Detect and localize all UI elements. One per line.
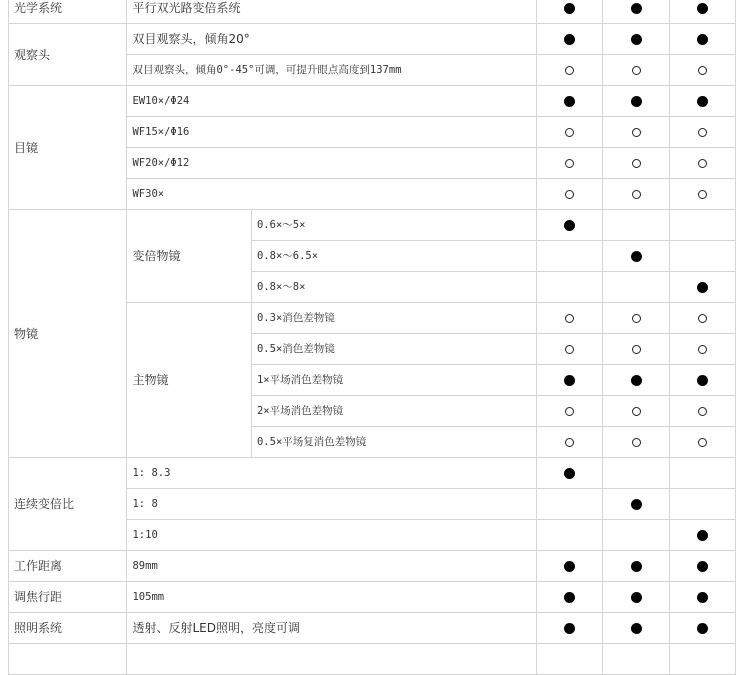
model-1-mark-cell [537,551,603,582]
spec-cell: 0.5×平场复消色差物镜 [251,427,536,458]
standard-mark-icon [631,3,642,14]
standard-mark-icon [631,623,642,634]
model-2-mark-cell [603,86,669,117]
spec-cell: 双目观察头，倾角0°-45°可调，可提升眼点高度到137mm [127,55,537,86]
model-3-mark-cell [669,86,735,117]
model-1-mark-cell [537,334,603,365]
optional-mark-icon [565,159,574,168]
spec-cell: 89mm [127,551,537,582]
spec-cell: 0.8×～8× [251,272,536,303]
standard-mark-icon [697,561,708,572]
model-2-mark-cell [603,179,669,210]
spec-cell [127,644,537,675]
optional-mark-icon [632,128,641,137]
model-2-mark-cell [603,365,669,396]
optional-mark-icon [632,438,641,447]
standard-mark-icon [564,561,575,572]
model-1-mark-cell [537,210,603,241]
model-1-mark-cell [537,179,603,210]
model-1-mark-cell [537,55,603,86]
model-1-mark-cell [537,613,603,644]
model-3-mark-cell [669,396,735,427]
spec-cell: 105mm [127,582,537,613]
spec-cell: 平行双光路变倍系统 [127,0,537,24]
spec-table [8,0,736,675]
spec-cell: 变倍物镜 [127,210,252,303]
standard-mark-icon [564,3,575,14]
standard-mark-icon [697,3,708,14]
optional-mark-icon [632,345,641,354]
model-1-mark-cell [537,0,603,24]
standard-mark-icon [697,623,708,634]
model-2-mark-cell [603,303,669,334]
model-2-mark-cell [603,24,669,55]
model-2-mark-cell [603,334,669,365]
model-1-mark-cell [537,86,603,117]
model-3-mark-cell [669,334,735,365]
optional-mark-icon [698,190,707,199]
standard-mark-icon [564,34,575,45]
spec-cell: 物镜 [9,210,127,458]
standard-mark-icon [697,34,708,45]
model-3-mark-cell [669,148,735,179]
standard-mark-icon [697,530,708,541]
standard-mark-icon [631,34,642,45]
table-row [9,458,736,489]
model-3-mark-cell [669,520,735,551]
optional-mark-icon [632,314,641,323]
model-3-mark-cell [669,489,735,520]
spec-cell: 1: 8.3 [127,458,537,489]
standard-mark-icon [564,220,575,231]
model-2-mark-cell [603,148,669,179]
model-3-mark-cell [669,55,735,86]
model-2-mark-cell [603,489,669,520]
model-2-mark-cell [603,582,669,613]
spec-cell: WF30× [127,179,537,210]
model-2-mark-cell [603,520,669,551]
spec-cell: 观察头 [9,24,127,86]
spec-cell: 1:10 [127,520,537,551]
standard-mark-icon [631,499,642,510]
table-row [9,86,736,117]
model-2-mark-cell [603,551,669,582]
spec-cell: 1: 8 [127,489,537,520]
model-1-mark-cell [537,365,603,396]
standard-mark-icon [564,623,575,634]
model-3-mark-cell [669,0,735,24]
optional-mark-icon [698,438,707,447]
table-row [9,0,736,24]
model-2-mark-cell [603,272,669,303]
table-row [9,24,736,55]
optional-mark-icon [698,66,707,75]
optional-mark-icon [565,345,574,354]
spec-cell: 光学系统 [9,0,127,24]
spec-cell: 0.5×消色差物镜 [251,334,536,365]
standard-mark-icon [631,561,642,572]
spec-cell: 主物镜 [127,303,252,458]
model-2-mark-cell [603,117,669,148]
table-row [9,644,736,675]
standard-mark-icon [564,375,575,386]
spec-cell: 2×平场消色差物镜 [251,396,536,427]
optional-mark-icon [698,407,707,416]
model-2-mark-cell [603,210,669,241]
optional-mark-icon [698,128,707,137]
spec-cell: WF15×/Φ16 [127,117,537,148]
spec-cell: WF20×/Φ12 [127,148,537,179]
model-2-mark-cell [603,0,669,24]
model-1-mark-cell [537,396,603,427]
spec-cell: 1×平场消色差物镜 [251,365,536,396]
model-3-mark-cell [669,365,735,396]
standard-mark-icon [564,468,575,479]
model-2-mark-cell [603,427,669,458]
optional-mark-icon [565,128,574,137]
optional-mark-icon [698,314,707,323]
model-3-mark-cell [669,551,735,582]
optional-mark-icon [565,314,574,323]
model-3-mark-cell [669,179,735,210]
standard-mark-icon [631,96,642,107]
model-3-mark-cell [669,24,735,55]
model-3-mark-cell [669,241,735,272]
model-3-mark-cell [669,644,735,675]
optional-mark-icon [632,159,641,168]
spec-cell: EW10×/Φ24 [127,86,537,117]
model-3-mark-cell [669,613,735,644]
spec-cell: 0.6×～5× [251,210,536,241]
model-3-mark-cell [669,582,735,613]
table-row [9,551,736,582]
optional-mark-icon [632,190,641,199]
spec-table-body [9,0,736,675]
standard-mark-icon [564,96,575,107]
model-1-mark-cell [537,148,603,179]
model-3-mark-cell [669,272,735,303]
table-row [9,582,736,613]
optional-mark-icon [698,345,707,354]
spec-cell: 照明系统 [9,613,127,644]
standard-mark-icon [631,251,642,262]
spec-cell [9,644,127,675]
model-3-mark-cell [669,303,735,334]
model-1-mark-cell [537,582,603,613]
spec-cell: 调焦行距 [9,582,127,613]
model-1-mark-cell [537,644,603,675]
optional-mark-icon [565,407,574,416]
standard-mark-icon [631,592,642,603]
spec-cell: 工作距离 [9,551,127,582]
model-2-mark-cell [603,55,669,86]
standard-mark-icon [697,96,708,107]
spec-cell: 连续变倍比 [9,458,127,551]
model-1-mark-cell [537,241,603,272]
model-3-mark-cell [669,427,735,458]
model-1-mark-cell [537,427,603,458]
model-3-mark-cell [669,458,735,489]
optional-mark-icon [565,438,574,447]
standard-mark-icon [631,375,642,386]
optional-mark-icon [565,66,574,75]
standard-mark-icon [697,282,708,293]
model-3-mark-cell [669,210,735,241]
optional-mark-icon [698,159,707,168]
optional-mark-icon [565,190,574,199]
model-2-mark-cell [603,613,669,644]
spec-cell: 双目观察头，倾角20° [127,24,537,55]
model-2-mark-cell [603,458,669,489]
table-row [9,613,736,644]
optional-mark-icon [632,407,641,416]
model-1-mark-cell [537,303,603,334]
model-1-mark-cell [537,272,603,303]
spec-cell: 目镜 [9,86,127,210]
model-1-mark-cell [537,458,603,489]
optional-mark-icon [632,66,641,75]
model-2-mark-cell [603,241,669,272]
spec-cell: 0.3×消色差物镜 [251,303,536,334]
standard-mark-icon [697,375,708,386]
model-2-mark-cell [603,644,669,675]
standard-mark-icon [564,592,575,603]
model-3-mark-cell [669,117,735,148]
spec-cell: 透射、反射LED照明，亮度可调 [127,613,537,644]
table-row [9,210,736,241]
spec-cell: 0.8×～6.5× [251,241,536,272]
model-1-mark-cell [537,24,603,55]
standard-mark-icon [697,592,708,603]
model-2-mark-cell [603,396,669,427]
model-1-mark-cell [537,117,603,148]
model-1-mark-cell [537,489,603,520]
model-1-mark-cell [537,520,603,551]
